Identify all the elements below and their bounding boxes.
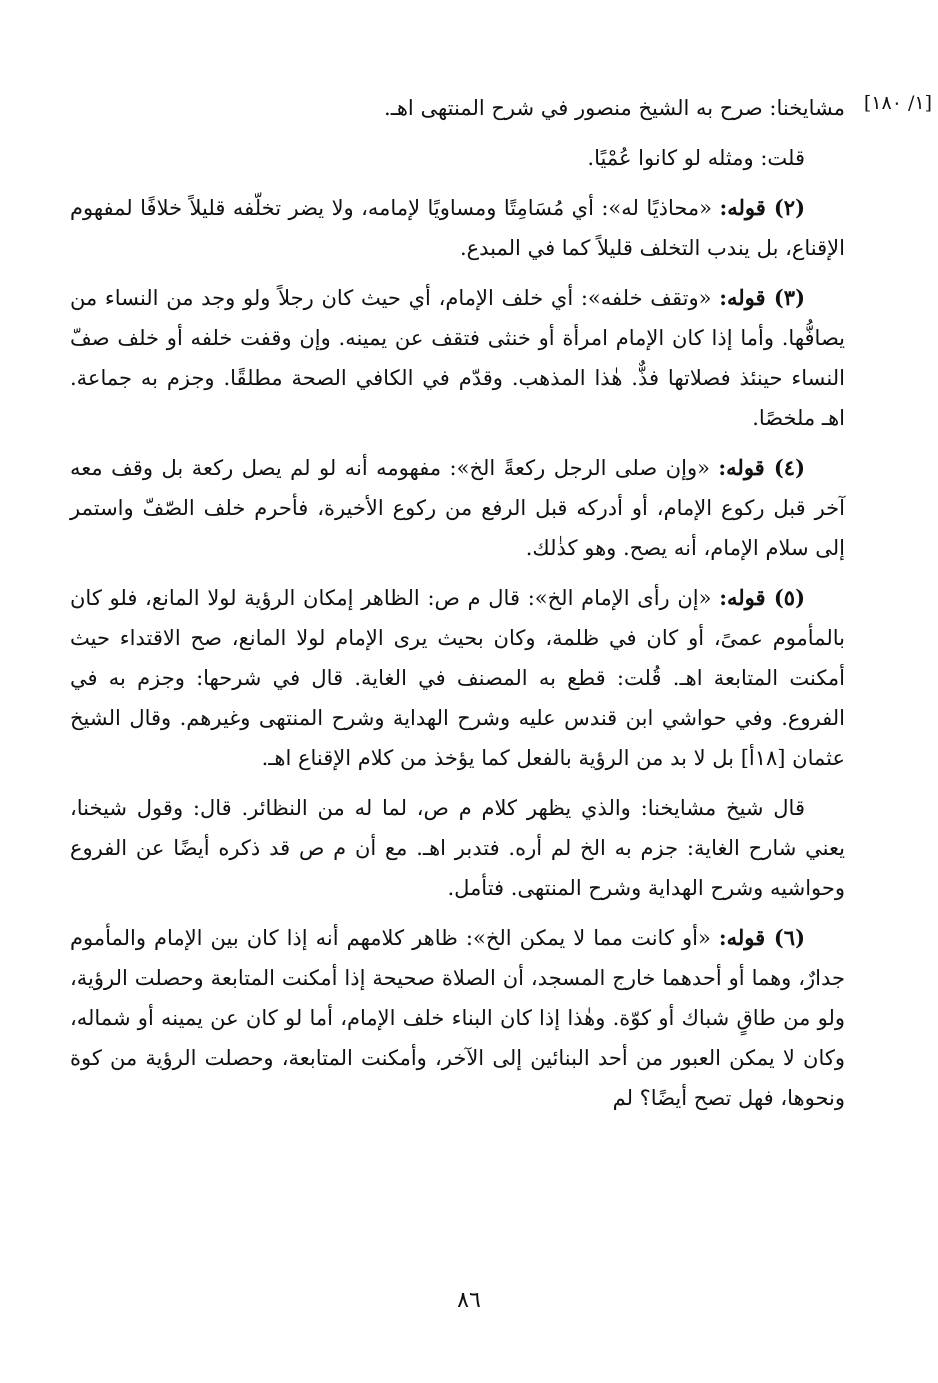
paragraph-text: قلت: ومثله لو كانوا عُمْيًا. — [587, 146, 805, 170]
paragraph-6 — [70, 788, 845, 908]
paragraph-5 — [70, 578, 845, 778]
paragraph-text: قال شيخ مشايخنا: والذي يظهر كلام م ص، لما له من النظائر. قال: وقول شيخنا، يعني شارح الغاية: جزم به الخ لم أره. فتدبر اهـ. مع أن م ص قد ذكره أيضًا عن الفروع وحواشيه وشرح الهداية وشرح المنتهى. فتأمل. — [70, 796, 845, 900]
paragraph-text: «وإن صلى الرجل ركعةً الخ»: مفهومه أنه لو لم يصل ركعة بل وقف معه آخر قبل ركوع الإمام، أو أدركه قبل الرفع من ركوع الأخيرة، فأحرم خلف الصّفّ واستمر إلى سلام الإمام، أنه يصح. وهو كذٰلك. — [70, 456, 845, 560]
paragraph-4 — [70, 448, 845, 568]
paragraph-text: «وتقف خلفه»: أي خلف الإمام، أي حيث كان رجلاً ولو وجد من النساء من يصافُّها. وأما إذا كان الإمام امرأة أو خنثى فتقف عن يمينه. وإن وقفت خلفه أو خلف صفّ النساء حينئذ فصلاتها فذٌّ. هٰذا المذهب. وقدّم في الكافي الصحة مطلقًا. وجزم به جماعة. اهـ ملخصًا. — [70, 286, 845, 430]
paragraph-0 — [70, 88, 845, 128]
margin-reference: [١/ ١٨٠] — [863, 92, 932, 114]
paragraph-2 — [70, 188, 845, 268]
paragraph-3 — [70, 278, 845, 438]
paragraph-text: مشايخنا: صرح به الشيخ منصور في شرح المنتهى اهـ. — [384, 96, 845, 120]
paragraph-label: (٥) قوله: — [719, 585, 805, 610]
paragraph-label: (٣) قوله: — [719, 285, 805, 310]
paragraph-label: (٢) قوله: — [719, 195, 805, 220]
paragraph-text: «محاذيًا له»: أي مُسَامِتًا ومساويًا لإمامه، ولا يضر تخلّفه قليلاً خلافًا لمفهوم الإقناع، بل يندب التخلف قليلاً كما في المبدع. — [70, 196, 845, 260]
page-number: ٨٦ — [457, 1288, 481, 1313]
paragraph-label: (٦) قوله: — [718, 925, 805, 950]
paragraph-7 — [70, 918, 845, 1118]
page-body — [70, 88, 845, 1118]
paragraph-label: (٤) قوله: — [718, 455, 805, 480]
paragraph-1 — [70, 138, 845, 178]
paragraph-text: «إن رأى الإمام الخ»: قال م ص: الظاهر إمكان الرؤية لولا المانع، فلو كان بالمأموم عمىً، أو كان في ظلمة، وكان بحيث يرى الإمام لولا المانع، صح الاقتداء حيث أمكنت المتابعة اهـ. قُلت: قطع به المصنف في الغاية. قال في شرحها: وجزم به في الفروع. وفي حواشي ابن قندس عليه وشرح الهداية وشرح المنتهى وغيرهم. وقال الشيخ عثمان [١٨أ] بل لا بد من الرؤية بالفعل كما يؤخذ من كلام الإقناع اهـ. — [70, 586, 845, 770]
paragraph-text: «أو كانت مما لا يمكن الخ»: ظاهر كلامهم أنه إذا كان بين الإمام والمأموم جدارٌ، وهما أو أحدهما خارج المسجد، أن الصلاة صحيحة إذا أمكنت المتابعة وحصلت الرؤية، ولو من طاقٍ شباك أو كوّة. وهٰذا إذا كان البناء خلف الإمام، أما لو كان عن يمينه أو شماله، وكان لا يمكن العبور من أحد البنائين إلى الآخر، وأمكنت المتابعة، وحصلت الرؤية من كوة ونحوها، فهل تصح أيضًا؟ لم — [70, 926, 845, 1110]
